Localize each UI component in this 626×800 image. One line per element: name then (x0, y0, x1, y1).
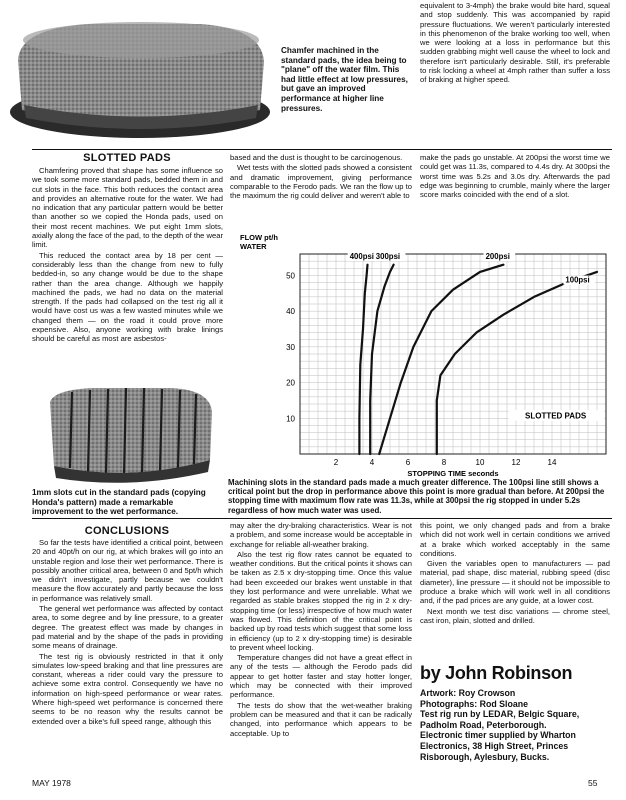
x-tick-label: 14 (547, 458, 557, 467)
x-axis-label: STOPPING TIME seconds (407, 469, 499, 478)
conclusions-col2-para-1: may alter the dry-braking characteristics. Wear is not a problem, and some increase would be acceptable in exchange for reliable all-weather braking. (230, 521, 412, 549)
conclusions-heading: CONCLUSIONS (84, 525, 170, 537)
conclusions-col2-para-4: The tests do show that the wet-weather braking problem can be measured and that it can be radically changed, into performance which appears to be acceptable. Up to (230, 700, 412, 738)
y-tick-label: 20 (286, 378, 295, 388)
conclusions-col1-para-1: So far the tests have identified a critical point, between 20 and 40pt/h on our rig, at which brakes will go into an unstable region and lose their wet performance. There is possibly another critical area, between 0 and 5pt/h which we didn't investigate, partly because we couldn't measure the flow accurately and partly because the loss in performance was relatively small. (32, 538, 223, 603)
footer-page: 55 (588, 778, 598, 788)
col-mid-top (230, 153, 412, 201)
x-tick-label: 2 (333, 458, 339, 467)
chart-grid (300, 254, 606, 454)
credits (420, 688, 612, 762)
credit-timer: Electronic timer supplied by Wharton Electronics, 38 High Street, Princes Risborough, Aylesbury, Bucks. (420, 730, 576, 762)
credit-test-rig: Test rig run by LEDAR, Belgic Square, Padholm Road, Peterborough. (420, 709, 580, 730)
chamfered-pad-photo (0, 0, 278, 150)
conclusions-col3-para-3: Next month we test disc variations — chrome steel, cast iron, plain, slotted and drilled. (420, 606, 610, 625)
slotted-pads-text (32, 166, 223, 345)
conclusions-col3-para-1: this point, we only changed pads and from a brake which did not work well in certain conditions we arrived at a brake which worked acceptably in the same conditions. (420, 521, 610, 558)
conclusions-col2-para-2: Also the test rig flow rates cannot be equated to weather conditions. But the critical points it shows can be taken as 2.5 x dry-stopping time. Once this value had been exceeded our brakes went unstable in that they lost performance and were unreliable. What we regarded as stable brakes stopped the rig in 2 x dry-stopping time (or less) irrespective of how much water was flowed. This definition of the critical point is backed up by road tests which suggest that some loss in efficiency (up to 2 x dry-stopping time) is desirable to prevent wheel locking. (230, 549, 412, 652)
byline: by John Robinson (420, 663, 573, 683)
x-tick-label: 6 (405, 458, 411, 467)
conclusions-col2 (230, 521, 412, 739)
slotted-pad-photo (32, 382, 226, 486)
col-right-top-text: equivalent to 3-4mph) the brake would bite hard, squeal and stop suddenly. This was accompanied by rapid pressure fluctuations. We weren't particularly interested in this phenomenon of the brake working too well, when we were looking at a loss in performance but this sudden grabbing might well cause the wheel to lock and therefore isn't particularly desirable. Still, it's preferable to risk locking a wheel at 4mph rather than suffer a loss of braking at higher speed. (420, 1, 610, 85)
series-line-100psi (437, 272, 597, 454)
chart-container (240, 233, 612, 488)
y-tick-label: 30 (286, 342, 295, 352)
chart-title: SLOTTED PADS (525, 411, 587, 421)
col-mid-para-1: based and the dust is thought to be carcinogenous. (230, 153, 403, 162)
chart-caption: Machining slots in the standard pads made a much greater difference. The 100psi line still shows a critical point but the drop in performance above this point is more gradual than before. At 200psi the stopping time with maximum flow rate was 11.3s, while at 300psi the rig stopped in under 5.2s regardless of how much water was used. (228, 478, 605, 515)
col-mid-para-2: Wet tests with the slotted pads showed a consistent and dramatic improvement, giving performance comparable to the Ferodo pads. We ran the flow up to the maximum the rig could deliver and weren't able to (230, 163, 412, 201)
y-tick-label: 40 (286, 307, 295, 317)
conclusions-col2-para-3: Temperature changes did not have a great effect in any of the tests — although the Ferodo pads did appear to get hotter faster and stay hotter longer, which may be connected with their improved performance. (230, 653, 412, 700)
credit-photographs: Photographs: Rod Sloane (420, 698, 529, 709)
mid-rule (32, 518, 612, 519)
y-axis-label-line-2: WATER (240, 242, 267, 251)
slotted-para-2: This reduced the contact area by 18 per cent — considerably less than the change from new to fully bedded-in, so any change would be due to the shape rather than the area change. Although we happily machined the pads, we had no data on the material strength. If the pads had collapsed on the test rig all it would have cost us was a few wasted minutes while we changed them — on the road it could prove more expensive. Also, anyone working with brake linings should be careful as most are asbestos- (32, 250, 223, 344)
x-tick-label: 12 (511, 458, 521, 467)
conclusions-col1-para-3: The test rig is obviously restricted in that it only simulates low-speed braking and that line pressures are constant, whereas a rider could vary the pressure to achieve some extra control. Consequently we have no information on high-speed performance or wear rates. Where high-speed wet performance is concerned there seems to be no reason why the results cannot be extended over a bike's full speed range, although this (32, 651, 223, 726)
x-tick-label: 4 (369, 458, 375, 467)
series-label-400psi: 400psi (349, 252, 374, 261)
top-rule (32, 149, 612, 150)
footer-date: MAY 1978 (32, 778, 71, 788)
conclusions-col1-para-2: The general wet performance was affected by contact area, to some degree and by line pressure, to a greater degree. The greatest effect was made by changes in pad material and by the shape of the pads in providing some means of drainage. (32, 604, 223, 651)
series-label-300psi: 300psi (375, 252, 401, 261)
x-tick-label: 10 (475, 458, 485, 467)
y-tick-label: 10 (286, 414, 295, 424)
conclusions-col1 (32, 538, 223, 727)
series-label-100psi: 100psi (565, 275, 590, 285)
slotted-pads-heading: SLOTTED PADS (83, 152, 171, 164)
x-tick-label: 8 (441, 458, 447, 467)
y-axis-label-line-1: FLOW pt/h (240, 233, 278, 242)
photo-mid-caption: 1mm slots cut in the standard pads (copying Honda's pattern) made a remarkable improvement to the wet performance. (32, 488, 206, 517)
y-tick-label: 50 (286, 271, 295, 281)
conclusions-col3 (420, 521, 610, 626)
photo-top-caption: Chamfer machined in the standard pads, the idea being to "plane" off the water film. This had little effect at low pressures, but gave an improved performance at higher line pressures. (281, 46, 408, 113)
slotted-para-1: Chamfering proved that shape has some influence so we took some more standard pads, bedded them in and cut slots in the face. This both reduces the contact area and provides an alternative route for the water. We had no indication that any particular pattern would be better than another so we copied the Honda pads, used on their most recent machines. We put eight 1mm slots, axially along the face of the pad, to the depth of the wear limit. (32, 166, 223, 250)
series-label-200psi: 200psi (485, 252, 510, 261)
col-right-mid (420, 153, 610, 200)
col-right-mid-text: make the pads go unstable. At 200psi the worst time we could get was 11.3s, compared to 4.4s dry. At 300psi the worst time was 5.2s and 3.0s dry. Afterwards the pad edge was beginning to crumble, mainly where the larger score marks coincided with the end of a slot. (420, 153, 610, 200)
col-right-top (420, 1, 610, 86)
conclusions-col3-para-2: Given the variables open to manufacturers — pad material, pad shape, disc material, rubbing speed (disc diameter), line pressure — it should not be impossible to produce a brake which will work well in all conditions and, if the pad prices are any guide, at a lower cost. (420, 559, 610, 606)
credit-artwork: Artwork: Roy Crowson (420, 688, 516, 698)
flow-vs-stopping-time-chart (240, 233, 612, 488)
